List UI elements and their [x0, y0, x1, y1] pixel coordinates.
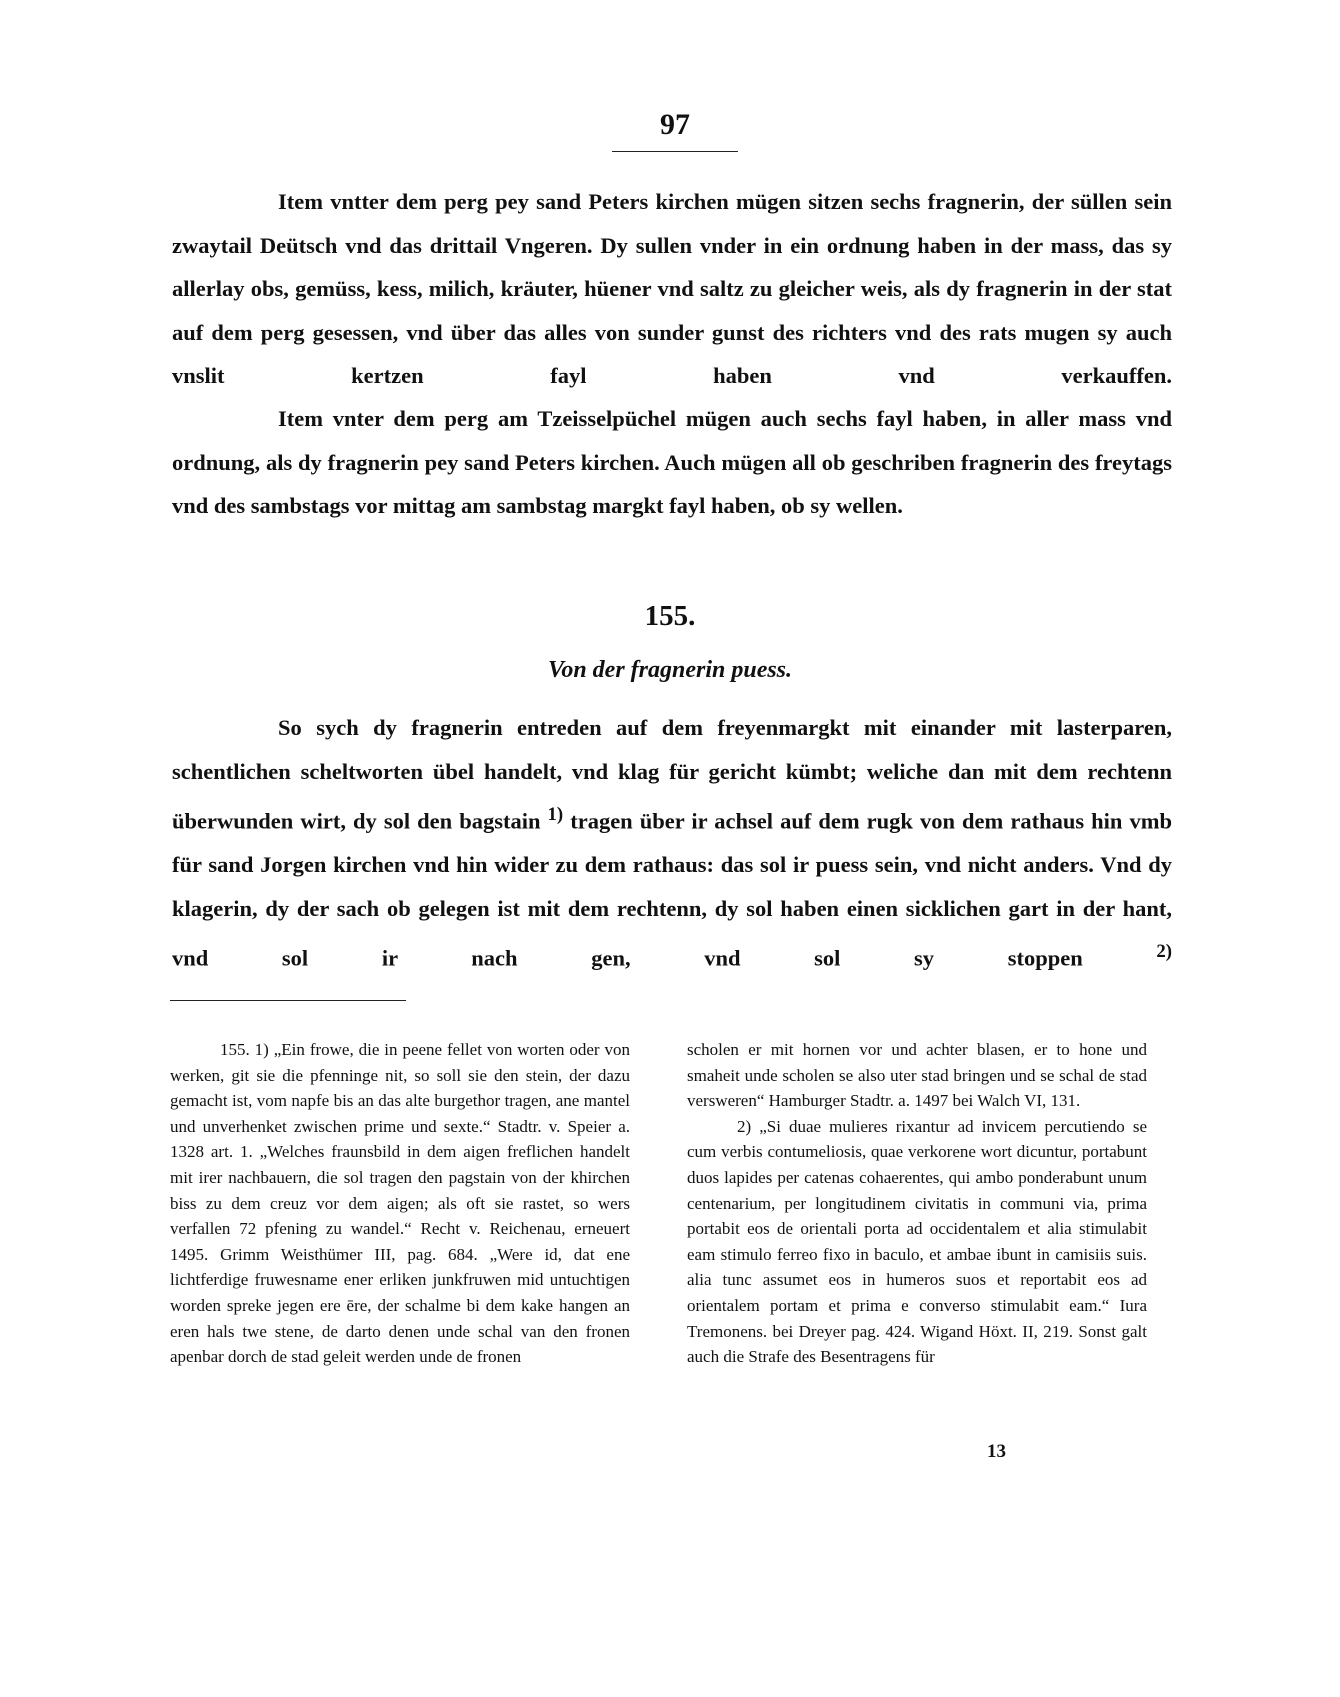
section-number: 155.: [644, 600, 696, 632]
section-title: Von der fragnerin puess.: [547, 657, 793, 683]
paragraph-fragnerin-sand-peters: [172, 180, 1172, 398]
paragraph-text: [172, 706, 1172, 980]
paragraph-text: Item vnter dem perg am Tzeisselpüchel mügen auch sechs fayl haben, in aller mass vnd ordnung, als dy fragnerin pey sand Peters kirchen. Auch mügen all ob geschriben fragnerin des freytags vnd des sambstags vor mittag am sambstag margkt fayl haben, ob sy wellen.: [172, 406, 1172, 518]
paragraph-text: Item vntter dem perg pey sand Peters kirchen mügen sitzen sechs fragnerin, der süllen sein zwaytail Deütsch vnd das drittail Vngeren. Dy sullen vnder in ein ordnung haben in der mass, das sy allerlay obs, gemüss, kess, milich, kräuter, hüener vnd saltz zu gleicher weis, als dy fragnerin in der stat auf dem perg gesessen, vnd über das alles von sunder gunst des richters vnd des rats mugen sy auch vnslit kertzen fayl haben vnd verkauffen.: [172, 189, 1172, 388]
footnote-1-continuation: scholen er mit hornen vor und achter blasen, er to hone und smaheit unde scholen se also uter stad bringen und se schal de stad versweren“ Hamburger Stadtr. a. 1497 bei Walch VI, 131.: [687, 1040, 1147, 1111]
paragraph-text-part-1: So sych dy fragnerin entreden auf dem freyenmargkt mit einander mit lasterparen, schentlichen scheltworten übel handelt, vnd klag für gericht kümbt; weliche dan mit dem rechtenn überwunden wirt, dy sol den bagstain: [172, 715, 1172, 834]
footnote-ref-1: 1): [547, 804, 564, 825]
footnote-separator: [170, 1000, 406, 1001]
footnote-2-text: 2) „Si duae mulieres rixantur ad invicem percutiendo se cum verbis contumeliosis, quae verkorene wort dicuntur, portabunt duos lapides per catenas cohaerentes, qui ambo ponderabunt unum centenarium, per longitudinem civitatis in communi via, prima portabit eos de orientali porta ad occidentalem et alia stimulabit eam stimulo ferreo fixo in baculo, et ambae ibunt in camisiis suis. alia tunc assumet eos in humeros suos et reportabit eos ad orientalem portam et prima e converso stimulabit eam.“ Iura Tremonens. bei Dreyer pag. 424. Wigand Höxt. II, 219. Sonst galt auch die Strafe des Besentragens für: [687, 1116, 1147, 1367]
paragraph-tzeisselpuechel: [172, 397, 1172, 528]
footnotes-right-column: [687, 1037, 1147, 1370]
footnotes-left-column: [170, 1037, 630, 1370]
signature-mark: 13: [987, 1441, 1006, 1462]
paragraph-text-part-2: tragen über ir achsel auf dem rugk von dem rathaus hin vmb für sand Jorgen kirchen vnd hin wider zu dem rathaus: das sol ir puess sein, vnd nicht anders. Vnd dy klagerin, dy der sach ob gelegen ist mit dem rechtenn, dy sol haben einen sicklichen gart in der hant, vnd sol ir nach gen, vnd sol sy stoppen: [172, 808, 1172, 971]
footnote-ref-2: 2): [1156, 941, 1173, 962]
paragraph-fragnerin-puess: [172, 706, 1172, 980]
page-number: 97: [660, 108, 690, 141]
page-number-rule: [612, 151, 738, 152]
footnote-1-text: 155. 1) „Ein frowe, die in peene fellet von worten oder von werken, git sie die pfenninge nit, so soll sie den stein, der dazu gemacht ist, vom napfe bis an das alte burgethor tragen, ane mantel und unverhenket zwischen prime und sexte.“ Stadtr. v. Speier a. 1328 art. 1. „Welches fraunsbild in dem aigen freflichen handelt mit irer nachbauern, die sol tragen den pagstain von der khirchen biss zu dem creuz vor dem aigen; als oft sie rastet, so wers verfallen 72 pfening zu wandel.“ Recht v. Reichenau, erneuert 1495. Grimm Weisthümer III, pag. 684. „Were id, dat ene lichtferdige fruwesname ener erliken junkfruwen mid untuchtigen worden spreke jegen ere ēre, der schalme bi dem kake hangen an eren hals twe stene, de darto denen unde schal van den fronen apenbar dorch de stad geleit werden unde de fronen: [170, 1040, 630, 1367]
